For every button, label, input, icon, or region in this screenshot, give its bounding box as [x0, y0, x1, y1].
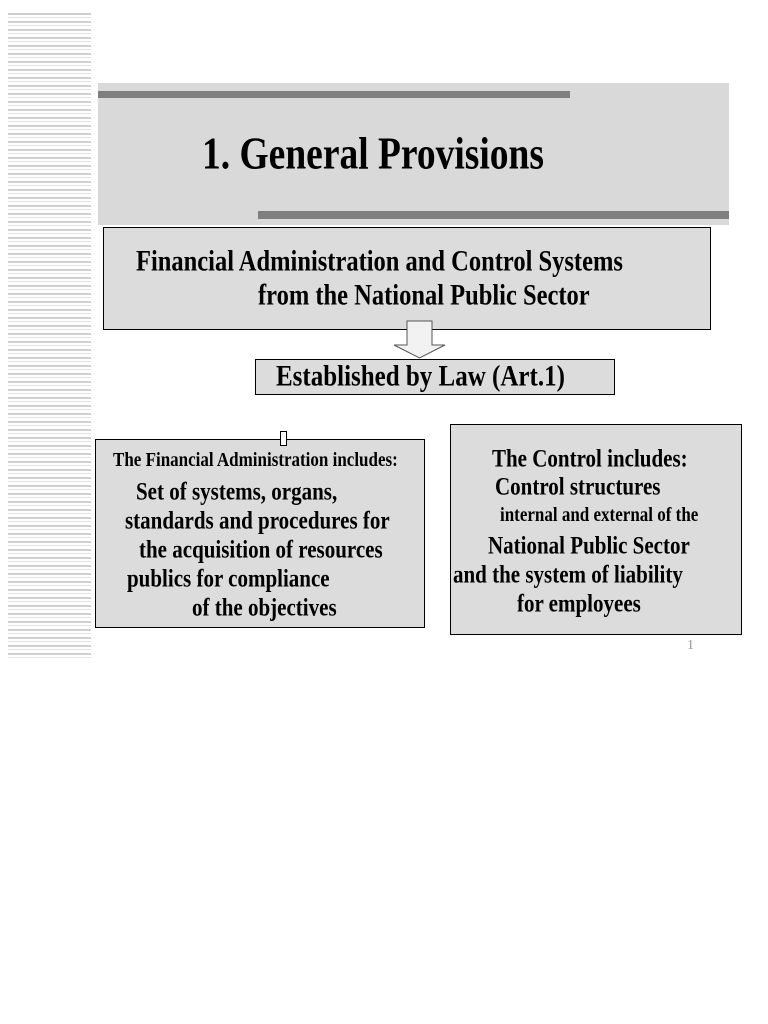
systems-box-line-1: Financial Administration and Control Systems: [136, 245, 623, 278]
financial-administration-heading: The Financial Administration includes:: [113, 448, 398, 471]
financial-administration-line: Set of systems, organs,: [136, 476, 338, 506]
control-line: National Public Sector: [488, 530, 690, 560]
control-line: internal and external of the: [500, 503, 699, 526]
law-box-label: Established by Law (Art.1): [276, 360, 565, 393]
down-arrow-icon: [392, 320, 448, 360]
financial-administration-line: the acquisition of resources: [139, 534, 383, 564]
financial-administration-line: of the objectives: [192, 592, 337, 622]
financial-administration-line: publics for compliance: [127, 563, 330, 593]
selection-handle: [280, 431, 287, 446]
title-top-bar: [98, 91, 570, 98]
control-line: for employees: [517, 588, 641, 618]
control-line: Control structures: [495, 471, 661, 501]
title-bottom-bar: [258, 211, 729, 219]
slide-title: 1. General Provisions: [202, 129, 545, 180]
control-line: and the system of liability: [453, 559, 683, 589]
control-heading: The Control includes:: [492, 443, 688, 473]
page-number: 1: [687, 638, 694, 653]
systems-box-line-2: from the National Public Sector: [258, 279, 590, 312]
financial-administration-line: standards and procedures for: [125, 505, 390, 535]
decorative-stripes: [8, 12, 91, 658]
